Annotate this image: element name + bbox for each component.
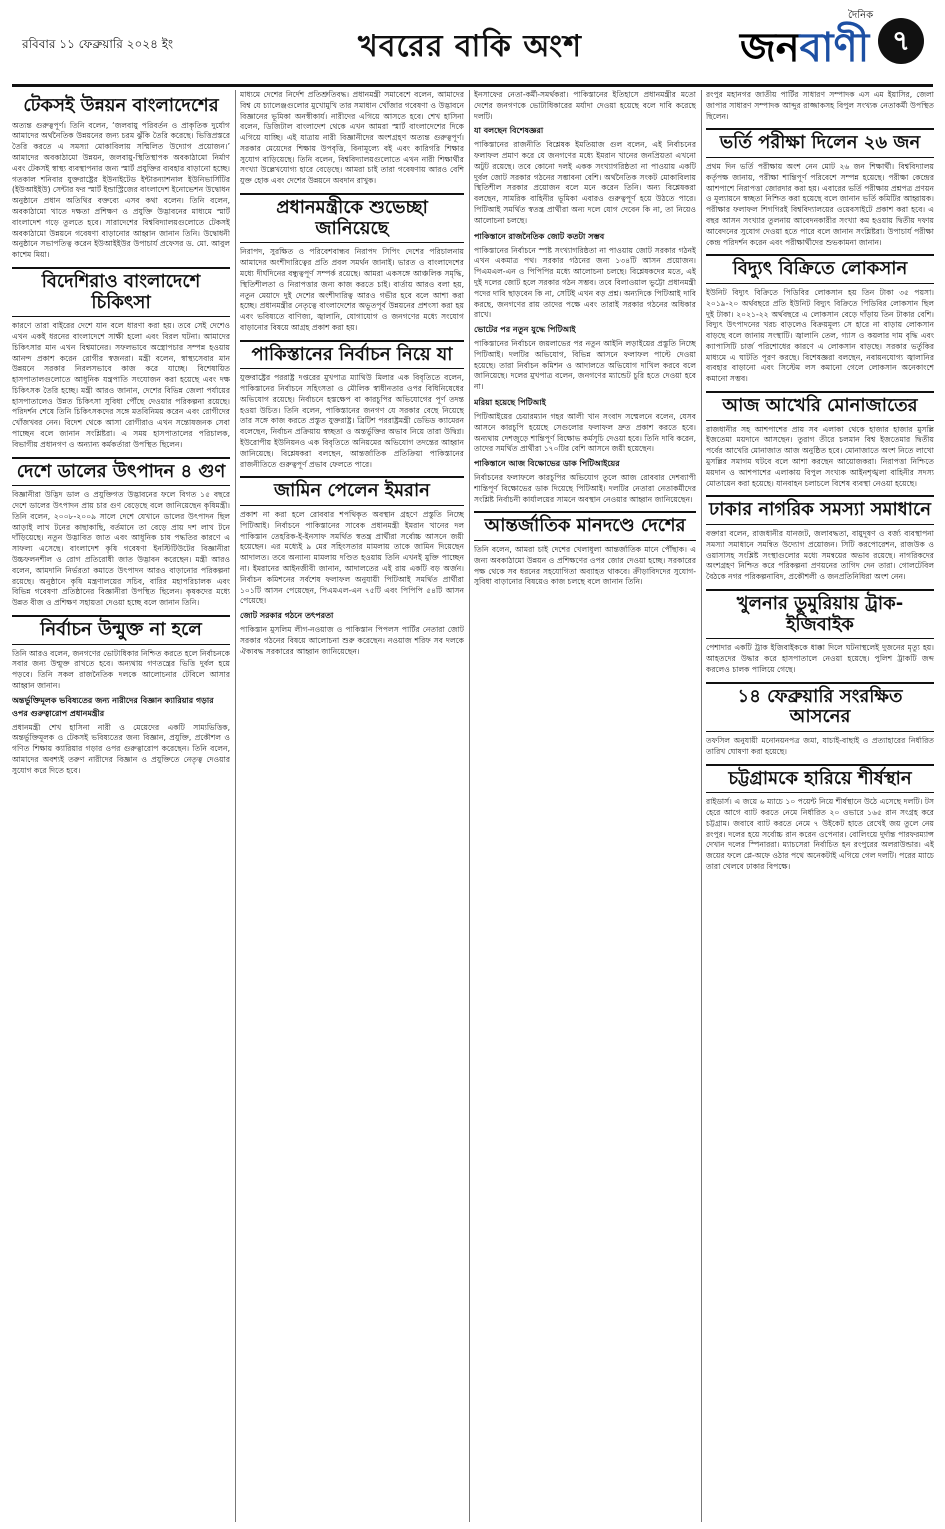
subheadline: পাকিস্তানে রাজনৈতিক জোট কতটা সম্ভব [474, 231, 605, 241]
story-body: পাকিস্তানের রাজনীতি বিশ্লেষক ইমতিয়াজ গুল বলেন, এই নির্বাচনের ফলাফল প্রমাণ করে যে জনগণের মধ্যে ইমরান খানের জনপ্রিয়তা এখনো অটুট রয়েছে। তবে কোনো দলই একক সংখ্যাগরিষ্ঠতা না পাওয়ায় একটি দুর্বল জোট সরকার গঠনের সম্ভাবনা বেশি। অর্থনৈতিক সংকট মোকাবিলায় স্থিতিশীল সরকার প্রয়োজন বলে মনে করেন তিনি। অন্য বিশ্লেষকরা বলছেন, সামরিক বাহিনীর ভূমিকা এবারও গুরুত্বপূর্ণ হয়ে উঠতে পারে। পিটিআই সমর্থিত স্বতন্ত্র প্রার্থীরা অন্য দলে যোগ দেবেন কি না, তা নিয়েও আলোচনা চলছে। [474, 140, 696, 225]
story-admission-test [706, 128, 934, 248]
headline: আজ আখেরি মোনাজাতের [706, 391, 934, 421]
headline: জামিন পেলেন ইমরান [240, 476, 464, 506]
page-title: খবরের বাকি অংশ [358, 29, 582, 64]
story-sustainable-development [12, 96, 230, 261]
story-body: বিজ্ঞানীরা উদ্ভিদ ডাল ও প্রযুক্তিগত উদ্ভাবনের ফলে বিগত ১৫ বছরে দেশে ডালের উৎপাদন প্রায় চার গুণ বেড়েছে বলে জানিয়েছেন কৃষিমন্ত্রী। তিনি বলেন, ২০০৮-২০০৯ সালে দেশে যেখানে ডালের উৎপাদন ছিল আড়াই লাখ টনের কাছাকাছি, বর্তমানে তা বেড়ে প্রায় দশ লাখ টনে দাঁড়িয়েছে। নতুন উদ্ভাবিত জাত এবং আধুনিক চাষ পদ্ধতির কারণে এ সাফল্য এসেছে। বাংলাদেশ কৃষি গবেষণা ইনস্টিটিউটের বিজ্ঞানীরা উচ্চফলনশীল ও রোগ প্রতিরোধী জাত উদ্ভাবন করেছেন। মন্ত্রী আরও বলেন, আমদানি নির্ভরতা কমাতে উৎপাদন আরও বাড়ানোর পরিকল্পনা রয়েছে। অনুষ্ঠানে কৃষি মন্ত্রণালয়ের সচিব, বারির মহাপরিচালক এবং বিভিন্ন গবেষণা প্রতিষ্ঠানের বিজ্ঞানীরা উপস্থিত ছিলেন। কৃষকদের মধ্যে উন্নত বীজ ও প্রশিক্ষণ সহায়তা দেওয়া হচ্ছে বলে জানান তিনি। [12, 490, 230, 608]
story-election-open [12, 615, 230, 777]
story-pm-greetings [240, 193, 464, 334]
story-body: রাজধানীর সহ আশপাশের প্রায় সব এলাকা থেকে হাজার হাজার মুসল্লি ইজতেমা ময়দানে আসছেন। তুরাগ তীরে চলমান বিশ্ব ইজতেমার দ্বিতীয় পর্বের আখেরি মোনাজাত আজ অনুষ্ঠিত হবে। মোনাজাতে অংশ নিতে লাখো মুসল্লির সমাগম ঘটবে বলে আশা করছেন আয়োজকরা। নিরাপত্তা নিশ্চিতে ময়দান ও আশপাশের এলাকায় বিপুল সংখ্যক আইনশৃঙ্খলা বাহিনীর সদস্য মোতায়েন করা হয়েছে। যানবাহন চলাচলে বিশেষ ব্যবস্থা নেওয়া হয়েছে। [706, 424, 934, 488]
subheadline: যা বলছেন বিশেষজ্ঞরা [474, 126, 544, 136]
story-body: প্রধানমন্ত্রী শেখ হাসিনা নারী ও মেয়েদের একটি সাম্যভিত্তিক, অন্তর্ভুক্তিমূলক ও টেকসই ভবিষ্যতের জন্য বিজ্ঞান, প্রযুক্তি, প্রকৌশল ও গণিত শিক্ষায় ক্যারিয়ার গড়ার ওপর গুরুত্বারোপ করেছেন। তিনি বলেন, আমাদের অবশ্যই তরুণ নারীদের বিজ্ঞান ও প্রযুক্তিতে নেতৃত্ব দেওয়ার সুযোগ করে দিতে হবে। [12, 722, 230, 775]
story-cricket-top-spot [706, 764, 934, 873]
headline: প্রধানমন্ত্রীকে শুভেচ্ছা জানিয়েছে [240, 193, 464, 243]
story-final-prayer [706, 391, 934, 489]
headline: টেকসই উন্নয়ন বাংলাদেশের [23, 95, 219, 116]
story-dhaka-civic [706, 495, 934, 583]
story-body: প্রকাশ না করা হলে রোববার শপথিকৃত অবস্থান গ্রহণে প্রস্তুতি নিচ্ছে পিটিআই। নির্বাচনে পাকিস্তানের সাবেক প্রধানমন্ত্রী ইমরান খানের দল পাকিস্তান তেহরিক-ই-ইনসাফ সমর্থিত স্বতন্ত্র প্রার্থীরা সর্বোচ্চ আসনে জয়ী হয়েছেন। এর মধ্যেই ৯ মের সহিংসতার মামলায় তাকে জামিন দিয়েছেন আদালত। তবে অন্যান্য মামলায় দণ্ডিত হওয়ায় তিনি এখনই মুক্তি পাচ্ছেন না। ইমরানের আইনজীবী জানান, আদালতের এই রায় একটি বড় অর্জন। নির্বাচন কমিশনের সর্বশেষ ফলাফল অনুযায়ী পিটিআই সমর্থিত প্রার্থীরা ১০১টি আসন পেয়েছেন, পিএমএল-এন ৭৫টি এবং পিপিপি ৫৪টি আসন পেয়েছে। [240, 510, 464, 606]
column-4 [706, 90, 934, 1522]
story-rangpur-jp [706, 90, 934, 122]
subheadline: মরিয়া হয়েছে পিটিআই [474, 397, 546, 407]
story-body: পেশাদার একটি ট্রাক ইজিবাইককে ধাক্কা দিলে ঘটনাস্থলেই দুজনের মৃত্যু হয়। আহতদের উদ্ধার করে হাসপাতালে নেওয়া হয়েছে। পুলিশ ট্রাকটি জব্দ করলেও চালক পালিয়ে গেছে। [706, 643, 934, 674]
headline: পাকিস্তানের নির্বাচন নিয়ে যা [240, 340, 464, 370]
story-international-standard [474, 511, 696, 588]
headline: ভর্তি পরীক্ষা দিলেন ২৬ জন [706, 128, 934, 158]
header-rule [12, 84, 933, 87]
issue-date: রবিবার ১১ ফেব্রুয়ারি ২০২৪ ইং [22, 37, 174, 51]
page-header [0, 0, 945, 88]
headline: চট্টগ্রামকে হারিয়ে শীর্ষস্থান [706, 764, 934, 794]
story-body: পাকিস্তানের নির্বাচনে জয়লাভের পর নতুন আইনি লড়াইয়ের প্রস্তুতি নিচ্ছে পিটিআই। দলটির অভিযোগ, বিভিন্ন আসনে ফলাফল পাল্টে দেওয়া হয়েছে। তারা নির্বাচন কমিশন ও আদালতে অভিযোগ দাখিল করবে বলে জানিয়েছে। দলের মুখপাত্র বলেন, জনগণের ম্যান্ডেট চুরি হতে দেওয়া হবে না। [474, 339, 696, 392]
subheadline: ভোটের পর নতুন যুদ্ধে পিটিআই [474, 325, 576, 335]
story-foreign-treatment [12, 267, 230, 451]
headline: ১৪ ফেব্রুয়ারি সংরক্ষিত আসনের [706, 682, 934, 732]
subheadline: পাকিস্তানে আজ বিক্ষোভের ডাক পিটিআইয়ের [474, 459, 620, 469]
story-women-science [240, 90, 464, 187]
headline: বিদেশিরাও বাংলাদেশে চিকিৎসা [12, 267, 230, 317]
story-body: প্রথম দিন ভর্তি পরীক্ষায় অংশ নেন মোট ২৬ জন শিক্ষার্থী। বিশ্ববিদ্যালয় কর্তৃপক্ষ জানায়, পরীক্ষা শান্তিপূর্ণ পরিবেশে সম্পন্ন হয়েছে। পরীক্ষা কেন্দ্রের আশপাশে নিরাপত্তা জোরদার করা হয়। এবারের ভর্তি পরীক্ষায় প্রশ্নপত্র প্রণয়ন ও মূল্যায়নে স্বচ্ছতা নিশ্চিত করা হয়েছে বলে জানান ভর্তি কমিটির আহ্বায়ক। পরীক্ষার ফলাফল শিগগিরই বিশ্ববিদ্যালয়ের ওয়েবসাইটে প্রকাশ করা হবে। এ বছর আসন সংখ্যার তুলনায় আবেদনকারীর সংখ্যা কম হওয়ায় দ্বিতীয় দফায় আবেদনের সুযোগ দেওয়া হতে পারে বলে জানান সংশ্লিষ্টরা। উপাচার্য পরীক্ষা কেন্দ্র পরিদর্শন করেন এবং পরীক্ষার্থীদের শুভকামনা জানান। [706, 162, 934, 247]
masthead-tagline: দৈনিক [848, 10, 874, 21]
story-pti-continued [474, 90, 696, 227]
story-body: তিনি আরও বলেন, জনগণের ভোটাধিকার নিশ্চিত করতে হলে নির্বাচনকে সবার জন্য উন্মুক্ত রাখতে হবে। অন্যথায় গণতন্ত্রের ভিত্তি দুর্বল হয়ে পড়বে। তিনি সকল রাজনৈতিক দলকে আলোচনার টেবিলে আসার আহ্বান জানান। [12, 648, 230, 690]
column-divider [235, 90, 236, 1522]
story-body: নিরাপদ, সুরক্ষিত ও পরিবেশবান্ধব নিরাপদ সিপিং দেশের পরিচালনায় আমাদের অংশীদারিত্বের প্রতি প্রবল সমর্থন জানাই। ভারত ও বাংলাদেশের মধ্যে দীর্ঘদিনের বন্ধুত্বপূর্ণ সম্পর্ক রয়েছে। আমরা একসঙ্গে আঞ্চলিক সমৃদ্ধি, স্থিতিশীলতা ও নিরাপত্তার জন্য কাজ করতে চাই। বার্তায় আরও বলা হয়, নতুন মেয়াদে দুই দেশের অংশীদারিত্ব আরও গভীর হবে বলে আশা করা হচ্ছে। প্রধানমন্ত্রীর নেতৃত্বে বাংলাদেশের অভূতপূর্ব উন্নয়নের প্রশংসা করা হয় এবং ভবিষ্যতে বাণিজ্য, জ্বালানি, যোগাযোগ ও জনগণের মধ্যে সংযোগ বাড়ানোর বিষয়ে আগ্রহ প্রকাশ করা হয়। [240, 247, 464, 332]
newspaper-logo [740, 16, 869, 83]
story-body: ইউনিট বিদ্যুৎ বিক্রিতে পিডিবির লোকসান হয় তিন টাকা ৩৫ পয়সা। ২০১৯-২০ অর্থবছরে প্রতি ইউনিট বিদ্যুৎ বিক্রিতে পিডিবির লোকসান ছিল দুই টাকা। ২০২১-২২ অর্থবছরে এ লোকসান বেড়ে দাঁড়ায় তিন টাকার বেশি। বিদ্যুৎ উৎপাদনের খরচ বাড়লেও বিক্রয়মূল্য সে হারে না বাড়ায় লোকসান বাড়ছে বলে জানায় সংস্থাটি। জ্বালানি তেল, গ্যাস ও কয়লার দাম বৃদ্ধি এবং ক্যাপাসিটি চার্জ পরিশোধের কারণে এ লোকসান বাড়ছে। সরকার ভর্তুকির মাধ্যমে এ ঘাটতি পূরণ করছে। বিশেষজ্ঞরা বলছেন, নবায়নযোগ্য জ্বালানির ব্যবহার বাড়ানো এবং সিস্টেম লস কমানো গেলে লোকসান অনেকাংশে কমানো সম্ভব। [706, 287, 934, 384]
story-pakistan-coalition [474, 231, 696, 393]
story-pakistan-election-reaction [240, 340, 464, 471]
story-body: রাইডার্স। এ জয়ে ৬ ম্যাচে ১০ পয়েন্ট নিয়ে শীর্ষস্থানে উঠে এসেছে দলটি। টস হেরে আগে ব্যাট করতে নেমে নির্ধারিত ২০ ওভারে ১৬৫ রান সংগ্রহ করে চট্টগ্রাম। জবাবে ব্যাট করতে নেমে ৭ উইকেট হাতে রেখেই জয় তুলে নেয় রংপুর। দলের হয়ে সর্বোচ্চ রান করেন ওপেনার। বোলিংয়ে দুর্দান্ত পারফরম্যান্স দেখান দলের স্পিনাররা। ম্যাচসেরা নির্বাচিত হন রংপুরের অলরাউন্ডার। এই জয়ের ফলে প্লে-অফে ওঠার পথে অনেকটাই এগিয়ে গেল দলটি। পরের ম্যাচে তারা খেলবে ঢাকার বিপক্ষে। [706, 797, 934, 871]
story-body: পিটিআইয়ের চেয়ারম্যান গহর আলী খান সংবাদ সম্মেলনে বলেন, যেসব আসনে কারচুপি হয়েছে সেগুলোর ফলাফল দ্রুত প্রকাশ করতে হবে। অন্যথায় দেশজুড়ে শান্তিপূর্ণ বিক্ষোভ কর্মসূচি দেওয়া হবে। তিনি দাবি করেন, তাদের সমর্থিত প্রার্থীরা ১৭০টির বেশি আসনে জয়ী হয়েছেন। [474, 411, 696, 454]
story-imran-bail [240, 476, 464, 657]
story-body: বক্তারা বলেন, রাজধানীর যানজট, জলাবদ্ধতা, বায়ুদূষণ ও বর্জ্য ব্যবস্থাপনা সমস্যা সমাধানে সমন্বিত উদ্যোগ প্রয়োজন। সিটি করপোরেশন, রাজউক ও ওয়াসাসহ সংশ্লিষ্ট সংস্থাগুলোর মধ্যে সমন্বয়ের অভাব রয়েছে। নাগরিকদের অংশগ্রহণ নিশ্চিত করে পরিকল্পনা প্রণয়নের তাগিদ দেন তারা। গোলটেবিল বৈঠকে নগর পরিকল্পনাবিদ, প্রকৌশলী ও জনপ্রতিনিধিরা অংশ নেন। [706, 529, 934, 582]
story-lentil-production [12, 457, 230, 609]
story-body: যুক্তরাষ্ট্রের পররাষ্ট্র দপ্তরের মুখপাত্র ম্যাথিউ মিলার এক বিবৃতিতে বলেন, পাকিস্তানের নির্বাচনে সহিংসতা ও মৌলিক স্বাধীনতার ওপর বিধিনিষেধের অভিযোগ রয়েছে। নির্বাচনে হস্তক্ষেপ বা কারচুপির অভিযোগের পূর্ণ তদন্ত হওয়া উচিত। তিনি বলেন, পাকিস্তানের জনগণ যে সরকার বেছে নিয়েছে তার সঙ্গে কাজ করতে প্রস্তুত যুক্তরাষ্ট্র। ব্রিটিশ পররাষ্ট্রমন্ত্রী ডেভিড ক্যামেরন বলেছেন, নির্বাচন প্রক্রিয়ায় স্বচ্ছতা ও অন্তর্ভুক্তির অভাব নিয়ে তারা উদ্বিগ্ন। ইউরোপীয় ইউনিয়নও এক বিবৃতিতে অনিয়মের অভিযোগ তদন্তের আহ্বান জানিয়েছে। বিশ্লেষকরা বলছেন, আন্তর্জাতিক প্রতিক্রিয়া পাকিস্তানের রাজনীতিতে গুরুত্বপূর্ণ প্রভাব ফেলতে পারে। [240, 373, 464, 469]
story-body: পাকিস্তান মুসলিম লীগ-নওয়াজ ও পাকিস্তান পিপলস পার্টির নেতারা জোট সরকার গঠনের বিষয়ে আলোচনা শুরু করেছেন। নওয়াজ শরিফ সব দলকে ঐক্যবদ্ধ সরকারের আহ্বান জানিয়েছেন। [240, 625, 464, 656]
story-body: অত্যন্ত গুরুত্বপূর্ণ। তিনি বলেন, ‘জলবায়ু পরিবর্তন ও প্রাকৃতিক দুর্যোগ আমাদের অর্থনৈতিক উন্নয়নের জন্য চরম ঝুঁকি তৈরি করেছে। ভিত্তিপ্রস্তরে তৈরি করতে এ সমস্যা মোকাবিলায় সম্মিলিত উদ্যোগ প্রয়োজন।’ আমাদের অবকাঠামো উন্নয়ন, জলবায়ু-স্থিতিস্থাপক অবকাঠামো নির্মাণ এবং টেকসই স্বাস্থ্য ব্যবস্থাপনার জন্য স্মার্ট প্রযুক্তির ব্যবহার বাড়ানো হচ্ছে। গতকাল শনিবার যুক্তরাষ্ট্রের ইউনাইটেড ইন্টারন্যাশনাল ইউনিভার্সিটির (ইউআইইউ) সেন্টার ফর স্মার্ট ইন্ডাস্ট্রিজের বাংলাদেশ ইনোভেশন উদ্বোধন অনুষ্ঠানে প্রধান অতিথির বক্তব্যে এসব কথা বলেন। তিনি বলেন, অবকাঠামো খাতে দক্ষতা প্রশিক্ষণ ও প্রযুক্তি উদ্ভাবনের মাধ্যমে স্মার্ট বাংলাদেশ গড়ে তুলতে হবে। সারাদেশের বিশ্ববিদ্যালয়গুলোতে টেকসই অবকাঠামো উন্নয়নে গবেষণা বাড়ানোর আহ্বান জানান তিনি। উদ্বোধনী অনুষ্ঠানে সভাপতিত্ব করেন ইউআইইউর উপাচার্য প্রফেসর ড. মো. আবুল কাশেম মিয়া। [12, 120, 230, 260]
story-reserved-seats [706, 682, 934, 758]
story-khulna-accident [706, 589, 934, 676]
story-body: তফসিল অনুযায়ী মনোনয়নপত্র জমা, যাচাই-বাছাই ও প্রত্যাহারের নির্ধারিত তারিখ ঘোষণা করা হয়েছে। [706, 736, 934, 756]
headline: আন্তর্জাতিক মানদণ্ডে দেশের [474, 511, 696, 541]
story-power-loss [706, 254, 934, 385]
logo-part-2: বাণী [799, 25, 870, 71]
story-body: তিনি বলেন, আমরা চাই দেশের খেলাধুলা আন্তর্জাতিক মানে পৌঁছাক। এ জন্য অবকাঠামো উন্নয়ন ও প্রশিক্ষণের ওপর জোর দেওয়া হচ্ছে। সরকারের পক্ষ থেকে সব ধরনের সহযোগিতা অব্যাহত থাকবে। ক্রীড়াবিদদের সুযোগ-সুবিধা বাড়ানোর বিষয়েও কাজ চলছে বলে জানান তিনি। [474, 545, 696, 587]
masthead [740, 8, 930, 78]
story-body: রংপুর মহানগর জাতীয় পার্টির সাধারণ সম্পাদক এস এম ইয়াসির, জেলা জাপার সাধারণ সম্পাদক আব্দুর রাজ্জাকসহ বিপুল সংখ্যক নেতাকর্মী উপস্থিত ছিলেন। [706, 90, 934, 121]
story-body: কারণে তারা বাইরের দেশে যান বলে ধারণা করা হয়। তবে সেই দেশেও এখন একই ধরনের বাংলাদেশে সাক্ষী হলো এবং বিরল ঘটনা। আমাদের চিকিৎসার মান এখন বিশ্বমানের। সফলভাবে অস্ত্রোপচার সম্পন্ন হওয়ায় আনন্দ প্রকাশ করেন রোগীর স্বজনরা। মন্ত্রী বলেন, স্বাস্থ্যসেবার মান উন্নয়নে সরকার নিরলসভাবে কাজ করে যাচ্ছে। বিশেষায়িত হাসপাতালগুলোতে আধুনিক যন্ত্রপাতি সংযোজন করা হয়েছে এবং দক্ষ চিকিৎসক তৈরি হচ্ছে। মন্ত্রী আরও জানান, দেশের বিভিন্ন জেলা পর্যায়ের হাসপাতালেও উন্নত চিকিৎসা সুবিধা পৌঁছে দেওয়ার পরিকল্পনা রয়েছে। পরিদর্শন শেষে তিনি চিকিৎসকদের সঙ্গে মতবিনিময় করেন এবং রোগীদের খোঁজখবর নেন। বিদেশ থেকে আসা রোগীরাও এখন সন্তোষজনক সেবা পাচ্ছেন বলে জানান সংশ্লিষ্টরা। এ সময় হাসপাতালের পরিচালক, বিভাগীয় প্রধানগণ ও অন্যান্য কর্মকর্তারা উপস্থিত ছিলেন। [12, 321, 230, 449]
story-body: নির্বাচনের ফলাফলে কারচুপির অভিযোগ তুলে আজ রোববার দেশব্যাপী শান্তিপূর্ণ বিক্ষোভের ডাক দিয়েছে পিটিআই। দলটির নেতারা নেতাকর্মীদের সংশ্লিষ্ট নির্বাচনী কার্যালয়ের সামনে অবস্থান নেওয়ার আহ্বান জানিয়েছেন। [474, 473, 696, 504]
subheadline: জোট সরকার গঠনে তৎপরতা [240, 611, 334, 621]
headline: দেশে ডালের উৎপাদন ৪ গুণ [12, 457, 230, 487]
logo-part-1: জন [740, 25, 800, 71]
story-body: ইনসাফের নেতা-কর্মী-সমর্থকরা। পাকিস্তানের ইতিহাসে প্রধানমন্ত্রীর মতো দেশের জনগণকে ভোটাধিকারের মর্যাদা দেওয়া হয়েছে বলে দাবি করেছে দলটি। [474, 90, 696, 121]
column-3 [474, 90, 696, 1522]
headline: খুলনার ডুমুরিয়ায় ট্রাক-ইজিবাইক [706, 589, 934, 639]
story-body: মাধ্যমে দেশের নির্দেশ প্রতিশ্রুতিবদ্ধ। প্রধানমন্ত্রী সমাবেশে বলেন, আমাদের বিশ্ব যে চ্যালেঞ্জগুলোর মুখোমুখি তার সমাধান খোঁজার গবেষণা ও উদ্ভাবনে বিজ্ঞানের ভূমিকা অনস্বীকার্য। নারীদের এগিয়ে আসতে হবে। শেখ হাসিনা বলেন, ডিজিটাল বাংলাদেশ থেকে এখন আমরা স্মার্ট বাংলাদেশের দিকে এগিয়ে যাচ্ছি। এই যাত্রায় নারী বিজ্ঞানীদের অংশগ্রহণ অত্যন্ত গুরুত্বপূর্ণ। সরকার মেয়েদের শিক্ষায় উপবৃত্তি, বিনামূল্যে বই এবং কারিগরি শিক্ষার সুযোগ বাড়িয়েছে। তিনি বলেন, বিশ্ববিদ্যালয়গুলোতে এখন নারী শিক্ষার্থীর সংখ্যা উল্লেখযোগ্য হারে বেড়েছে। আমরা চাই তারা গবেষণায় আরও বেশি যুক্ত হোক এবং দেশের উন্নয়নে অবদান রাখুক। [240, 90, 464, 186]
headline: ঢাকার নাগরিক সমস্যা সমাধানে [706, 495, 934, 525]
story-body: পাকিস্তানের নির্বাচনে স্পষ্ট সংখ্যাগরিষ্ঠতা না পাওয়ায় জোট সরকার গঠনই এখন একমাত্র পথ। সরকার গঠনের জন্য ১৩৪টি আসন প্রয়োজন। পিএমএল-এন ও পিপিপির মধ্যে আলোচনা চলছে। বিশ্লেষকদের মতে, এই দুই দলের জোট হলে সরকার গঠন সম্ভব। তবে বিলাওয়াল ভুট্টো প্রধানমন্ত্রী পদের দাবি ছাড়বেন কি না, সেটিই এখন বড় প্রশ্ন। অন্যদিকে পিটিআই দাবি করছে, জনগণের রায় তাদের পক্ষে এবং তারাই সরকার গঠনের অধিকার রাখে। [474, 245, 696, 320]
headline: নির্বাচন উন্মুক্ত না হলে [12, 615, 230, 645]
column-1 [12, 90, 230, 1522]
column-divider [469, 90, 470, 1522]
subheadline: অন্তর্ভুক্তিমূলক ভবিষ্যতের জন্য নারীদের বিজ্ঞান ক্যারিয়ার গড়ার ওপর গুরুত্বারোপ প্রধানমন্ত্রীর [12, 695, 214, 718]
page-number: ৭ [878, 18, 924, 64]
column-2 [240, 90, 464, 1522]
column-divider [701, 90, 702, 1522]
headline: বিদ্যুৎ বিক্রিতে লোকসান [706, 254, 934, 284]
story-pti-protest [474, 397, 696, 505]
